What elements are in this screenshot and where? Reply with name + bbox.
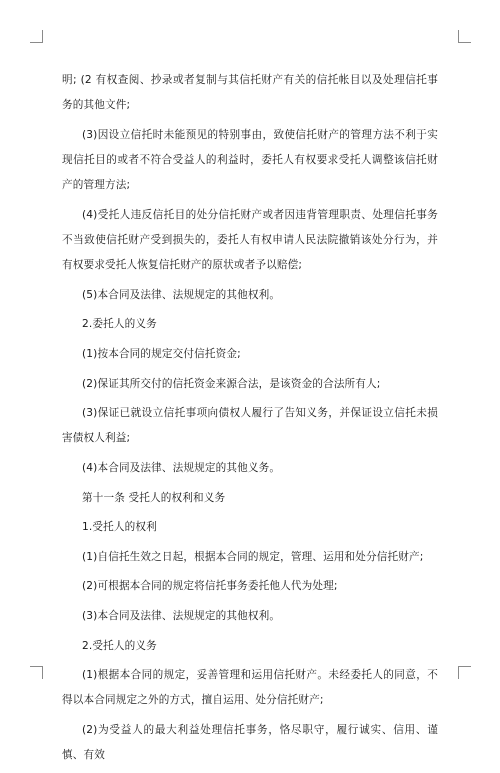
paragraph: (3)因设立信托时未能预见的特别事由，致使信托财产的管理方法不利于实现信托目的或者不符合受益人的利益时，委托人有权要求受托人调整该信托财产的管理方法; [62, 128, 438, 192]
paragraph: (3)本合同及法律、法规规定的其他权利。 [82, 609, 281, 622]
paragraph: 明; (2 有权查阅、抄录或者复制与其信托财产有关的信托帐目以及处理信托事务的其他文件; [62, 74, 438, 112]
paragraph: (3)保证已就设立信托事项向债权人履行了告知义务，并保证设立信托未损害债权人利益; [62, 407, 438, 445]
crop-mark-top-right [458, 30, 471, 43]
crop-mark-bottom-left [30, 666, 43, 679]
paragraph: (1)按本合同的规定交付信托资金; [82, 347, 241, 360]
paragraph: (1)根据本合同的规定，妥善管理和运用信托财产。未经委托人的同意，不得以本合同规定之外的方式，擅自运用、处分信托财产; [62, 669, 438, 707]
paragraph: (4)本合同及法律、法规规定的其他义务。 [82, 461, 281, 474]
article-heading: 第十一条 受托人的权利和义务 [82, 491, 226, 504]
crop-mark-bottom-right [458, 666, 471, 679]
paragraph: (2)保证其所交付的信托资金来源合法，是该资金的合法所有人; [82, 377, 381, 390]
paragraph: (1)自信托生效之日起，根据本合同的规定，管理、运用和处分信托财产; [82, 550, 424, 563]
paragraph: (4)受托人违反信托目的处分信托财产或者因违背管理职责、处理信托事务不当致使信托财产受到损失的，委托人有权申请人民法院撤销该处分行为，并有权要求受托人恢复信托财产的原状或者予以赔偿; [62, 208, 438, 272]
paragraph: (5)本合同及法律、法规规定的其他权利。 [82, 288, 281, 301]
section-heading: 1.受托人的权利 [82, 521, 157, 534]
document-body [62, 68, 438, 773]
paragraph: (2)可根据本合同的规定将信托事务委托他人代为处理; [82, 580, 338, 593]
section-heading: 2.委托人的义务 [82, 318, 157, 331]
crop-mark-top-left [30, 30, 43, 43]
section-heading: 2.受托人的义务 [82, 639, 157, 652]
paragraph: (2)为受益人的最大利益处理信托事务，恪尽职守，履行诚实、信用、谨慎、有效 [62, 723, 438, 762]
